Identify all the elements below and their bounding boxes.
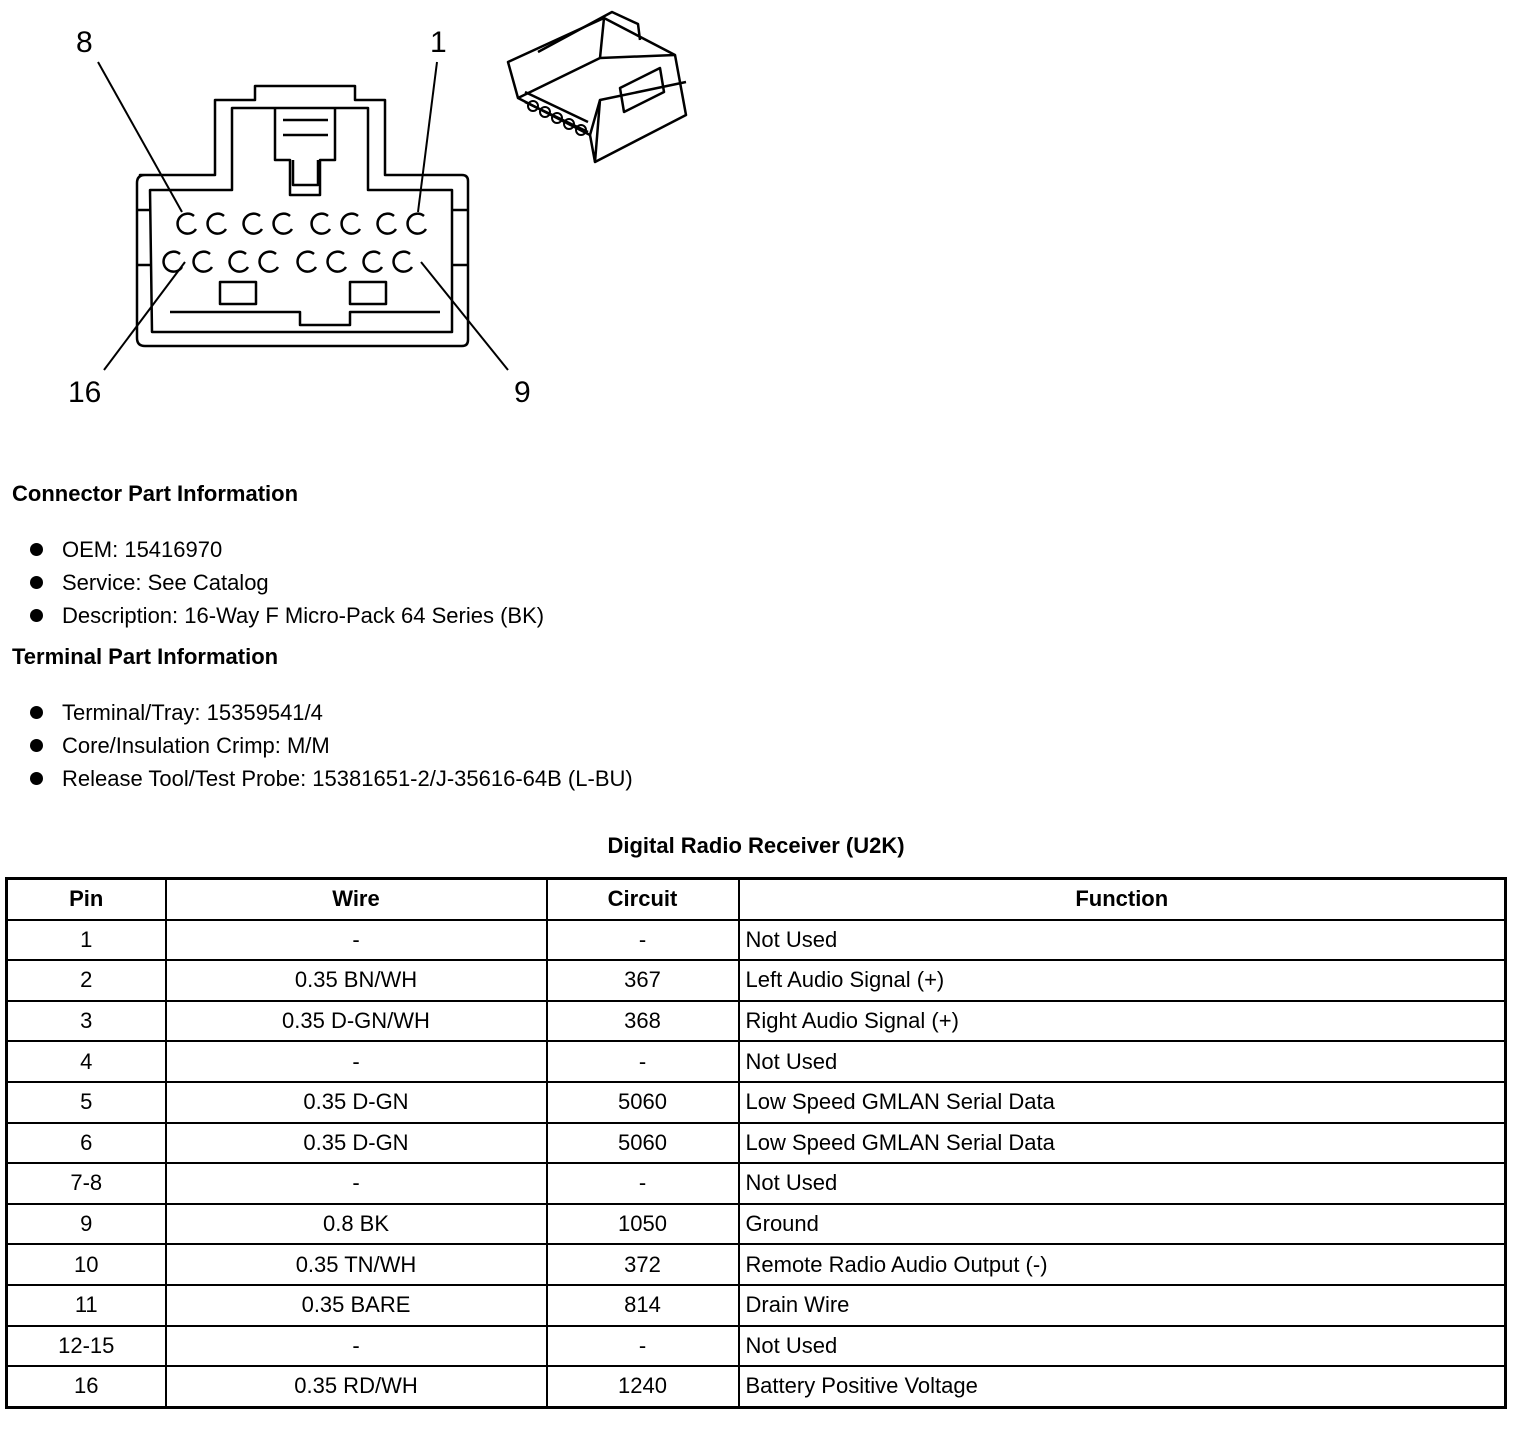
connector-key-right — [350, 282, 386, 304]
pin-cavity — [194, 252, 212, 272]
cell-function: Remote Radio Audio Output (-) — [739, 1244, 1506, 1285]
cell-function: Battery Positive Voltage — [739, 1366, 1506, 1407]
pin-cavity — [312, 214, 330, 234]
cell-pin: 2 — [7, 960, 166, 1001]
connector-part-info-title: Connector Part Information — [12, 481, 299, 506]
cell-function: Left Audio Signal (+) — [739, 960, 1506, 1001]
cell-pin: 5 — [7, 1082, 166, 1123]
cell-circuit: 5060 — [547, 1123, 739, 1164]
cell-wire: - — [166, 1326, 547, 1367]
cell-circuit: - — [547, 1163, 739, 1204]
connector-part-info-list — [30, 533, 544, 632]
pin-cavity — [208, 214, 226, 234]
table-row — [7, 1204, 1506, 1245]
cell-wire: 0.35 BARE — [166, 1285, 547, 1326]
pin-cavity — [378, 214, 396, 234]
leader-line-pin-8 — [98, 62, 182, 212]
leader-line-pin-16 — [104, 262, 185, 370]
cell-pin: 4 — [7, 1041, 166, 1082]
cell-function: Right Audio Signal (+) — [739, 1001, 1506, 1042]
bullet-icon — [30, 576, 43, 589]
cell-wire: 0.35 D-GN — [166, 1123, 547, 1164]
pin-cavity — [230, 252, 248, 272]
cell-wire: 0.8 BK — [166, 1204, 547, 1245]
cell-circuit: 367 — [547, 960, 739, 1001]
cell-wire: 0.35 D-GN/WH — [166, 1001, 547, 1042]
cell-wire: 0.35 TN/WH — [166, 1244, 547, 1285]
bullet-icon — [30, 543, 43, 556]
pin-cavity — [298, 252, 316, 272]
connector-key-left — [220, 282, 256, 304]
cell-circuit: 814 — [547, 1285, 739, 1326]
cell-function: Not Used — [739, 1041, 1506, 1082]
table-header-row — [7, 879, 1506, 920]
connector-housing-outline — [137, 86, 468, 346]
cell-circuit: 368 — [547, 1001, 739, 1042]
bullet-icon — [30, 739, 43, 752]
pin-cavity — [274, 214, 292, 234]
cell-wire: 0.35 RD/WH — [166, 1366, 547, 1407]
cell-function: Not Used — [739, 1163, 1506, 1204]
leader-line-pin-9 — [421, 262, 508, 370]
list-item: Description: 16-Way F Micro-Pack 64 Series (BK) — [30, 599, 544, 632]
column-header-function: Function — [739, 879, 1506, 920]
cell-circuit: 372 — [547, 1244, 739, 1285]
pin-cavities — [164, 214, 426, 272]
pin-callout-9: 9 — [514, 376, 531, 409]
cell-pin: 16 — [7, 1366, 166, 1407]
list-item: OEM: 15416970 — [30, 533, 544, 566]
pin-cavity — [244, 214, 262, 234]
column-header-pin: Pin — [7, 879, 166, 920]
connector-housing-inner — [150, 108, 452, 332]
table-row — [7, 1001, 1506, 1042]
pin-cavity — [408, 214, 426, 234]
cell-function: Not Used — [739, 1326, 1506, 1367]
terminal-part-info-list — [30, 696, 633, 795]
cell-pin: 12-15 — [7, 1326, 166, 1367]
cell-wire: - — [166, 1041, 547, 1082]
connector-diagram — [0, 0, 720, 420]
list-item: Service: See Catalog — [30, 566, 544, 599]
pinout-table-body — [7, 920, 1506, 1408]
pin-cavity — [328, 252, 346, 272]
column-header-circuit: Circuit — [547, 879, 739, 920]
pinout-table — [5, 877, 1507, 1409]
bullet-icon — [30, 772, 43, 785]
pin-cavity — [260, 252, 278, 272]
cell-circuit: 5060 — [547, 1082, 739, 1123]
table-row — [7, 1123, 1506, 1164]
cell-pin: 9 — [7, 1204, 166, 1245]
cell-circuit: - — [547, 1041, 739, 1082]
cell-wire: - — [166, 920, 547, 961]
table-row — [7, 920, 1506, 961]
cell-circuit: 1050 — [547, 1204, 739, 1245]
table-row — [7, 1082, 1506, 1123]
pin-cavity — [364, 252, 382, 272]
cell-pin: 6 — [7, 1123, 166, 1164]
pin-callout-16: 16 — [68, 376, 102, 409]
cell-circuit: 1240 — [547, 1366, 739, 1407]
cell-wire: 0.35 D-GN — [166, 1082, 547, 1123]
pin-callout-1: 1 — [430, 26, 447, 59]
pin-cavity — [342, 214, 360, 234]
cell-wire: 0.35 BN/WH — [166, 960, 547, 1001]
pinout-table-title: Digital Radio Receiver (U2K) — [607, 833, 905, 858]
cell-wire: - — [166, 1163, 547, 1204]
list-item: Terminal/Tray: 15359541/4 — [30, 696, 633, 729]
cell-pin: 11 — [7, 1285, 166, 1326]
list-item: Core/Insulation Crimp: M/M — [30, 729, 633, 762]
pin-cavity — [394, 252, 412, 272]
cell-circuit: - — [547, 1326, 739, 1367]
connector-isometric-view — [508, 12, 686, 162]
list-item: Release Tool/Test Probe: 15381651-2/J-35616-64B (L-BU) — [30, 762, 633, 795]
cell-pin: 1 — [7, 920, 166, 961]
cell-pin: 7-8 — [7, 1163, 166, 1204]
table-row — [7, 1285, 1506, 1326]
bullet-icon — [30, 706, 43, 719]
cell-function: Low Speed GMLAN Serial Data — [739, 1082, 1506, 1123]
table-row — [7, 1326, 1506, 1367]
cell-circuit: - — [547, 920, 739, 961]
table-row — [7, 1244, 1506, 1285]
cell-function: Drain Wire — [739, 1285, 1506, 1326]
table-row — [7, 1041, 1506, 1082]
bullet-icon — [30, 609, 43, 622]
table-row — [7, 1163, 1506, 1204]
table-row — [7, 1366, 1506, 1407]
column-header-wire: Wire — [166, 879, 547, 920]
cell-function: Low Speed GMLAN Serial Data — [739, 1123, 1506, 1164]
cell-function: Ground — [739, 1204, 1506, 1245]
cell-pin: 10 — [7, 1244, 166, 1285]
table-row — [7, 960, 1506, 1001]
pin-cavity — [178, 214, 196, 234]
cell-function: Not Used — [739, 920, 1506, 961]
cell-pin: 3 — [7, 1001, 166, 1042]
terminal-part-info-title: Terminal Part Information — [12, 644, 279, 669]
pin-callout-8: 8 — [76, 26, 93, 59]
